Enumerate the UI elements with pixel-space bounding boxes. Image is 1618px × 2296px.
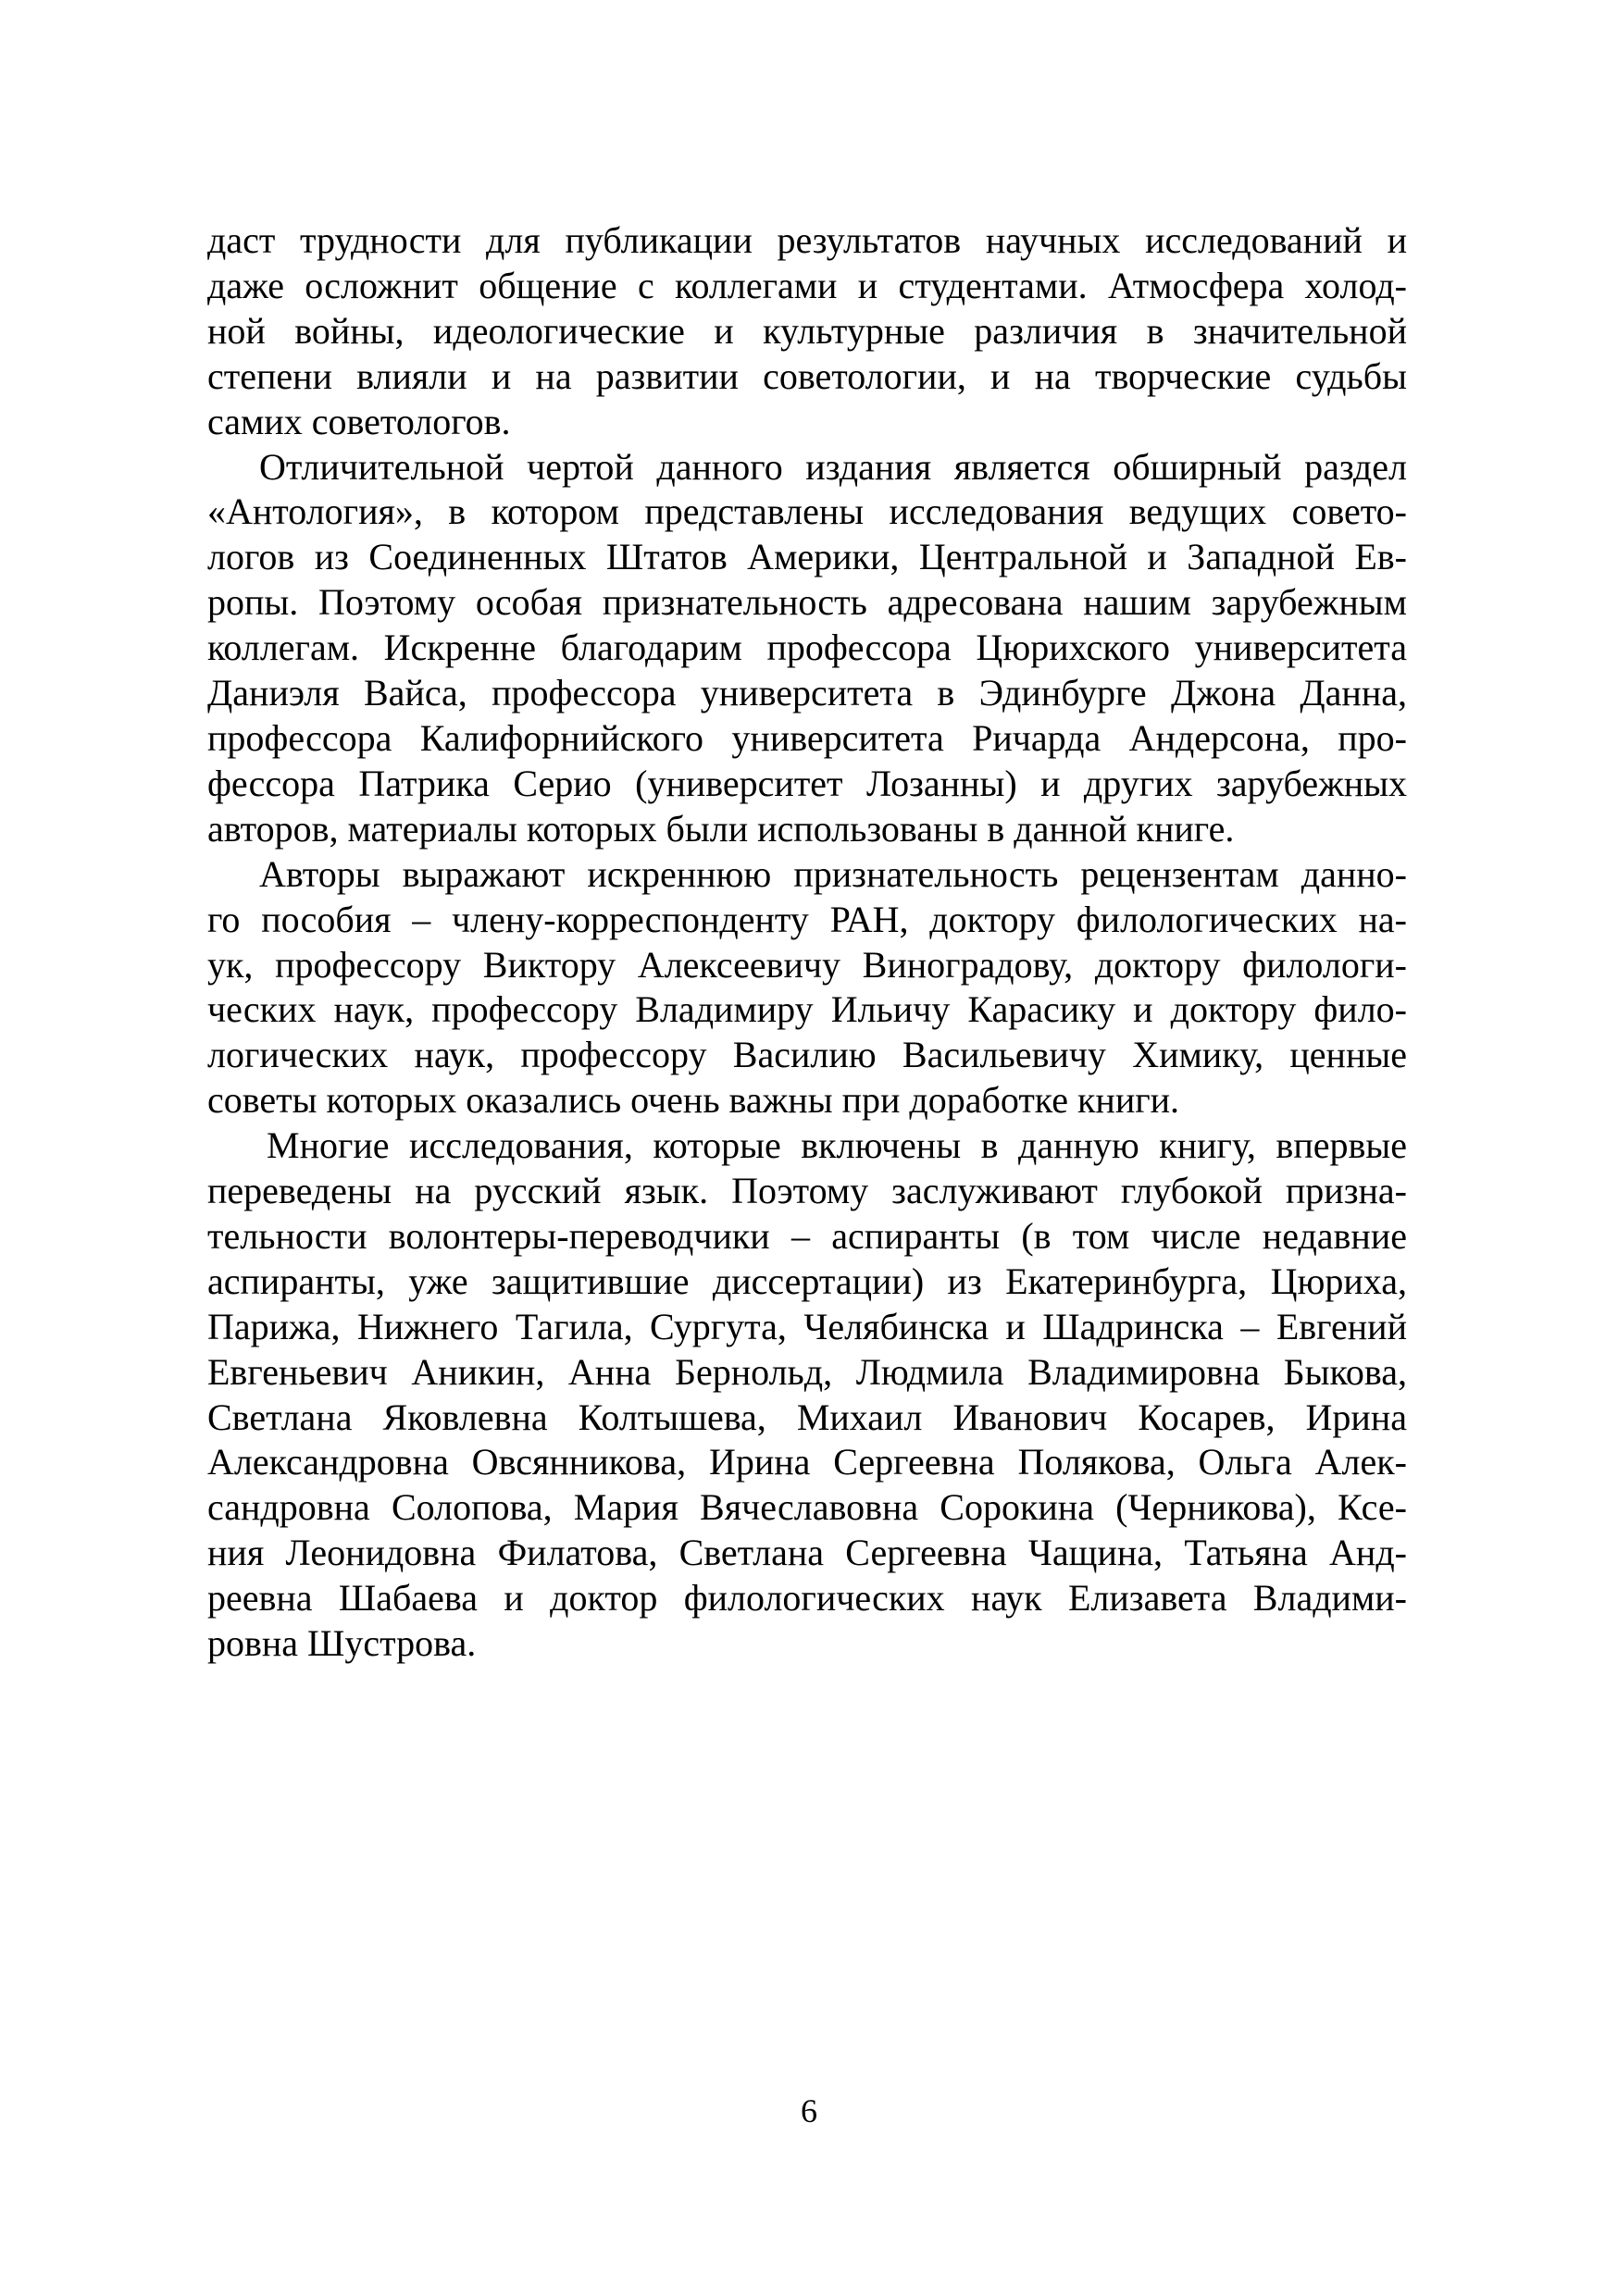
text-line: профессора Калифорнийского университета Ричарда Андерсона, про-	[207, 716, 1407, 759]
text-line: аспиранты, уже защитившие диссертации) из Екатеринбурга, Цюриха,	[207, 1260, 1407, 1302]
text-line: ропы. Поэтому особая признательность адресована нашим зарубежным	[207, 581, 1407, 624]
text-line: ной войны, идеологические и культурные различия в значительной	[207, 309, 1407, 352]
text-line: переведены на русский язык. Поэтому заслуживают глубокой призна-	[207, 1170, 1407, 1212]
text-line: даст трудности для публикации результатов научных исследований и	[207, 219, 1407, 261]
text-line: Даниэля Вайса, профессора университета в Эдинбурге Джона Данна,	[207, 672, 1407, 714]
text-line: самих советологов.	[207, 400, 511, 442]
text-line: коллегам. Искренне благодарим профессора Цюрихского университета	[207, 627, 1407, 669]
text-line: советы которых оказались очень важны при доработке книги.	[207, 1079, 1180, 1122]
text-line: Отличительной чертой данного издания является обширный раздел	[259, 445, 1407, 488]
text-line: ния Леонидовна Филатова, Светлана Сергеевна Чащина, Татьяна Анд-	[207, 1532, 1407, 1574]
text-line: фессора Патрика Серио (университет Лозанны) и других зарубежных	[207, 762, 1407, 804]
text-line: Авторы выражают искреннюю признательность рецензентам данно-	[259, 852, 1407, 895]
text-line: ук, профессору Виктору Алексеевичу Виноградову, доктору филологи-	[207, 943, 1407, 986]
text-line: го пособия – члену-корреспонденту РАН, доктору филологических на-	[207, 898, 1407, 940]
text-line: Парижа, Нижнего Тагила, Сургута, Челябинска и Шадринска – Евгений	[207, 1305, 1407, 1347]
text-line: реевна Шабаева и доктор филологических наук Елизавета Владими-	[207, 1577, 1407, 1620]
page-number: 6	[801, 2092, 817, 2129]
text-line: «Антология», в котором представлены исследования ведущих совето-	[207, 490, 1407, 533]
body-text	[207, 218, 1407, 1667]
paragraph-4	[207, 1123, 1407, 1667]
text-line: Евгеньевич Аникин, Анна Бернольд, Людмила Владимировна Быкова,	[207, 1350, 1407, 1393]
text-line: логов из Соединенных Штатов Америки, Центральной и Западной Ев-	[207, 536, 1407, 578]
text-line: даже осложнит общение с коллегами и студентами. Атмосфера холод-	[207, 264, 1407, 306]
text-line: логических наук, профессору Василию Васильевичу Химику, ценные	[207, 1034, 1407, 1076]
text-line: Светлана Яковлевна Колтышева, Михаил Иванович Косарев, Ирина	[207, 1396, 1407, 1438]
text-line: авторов, материалы которых были использованы в данной книге.	[207, 807, 1235, 850]
text-line: тельности волонтеры-переводчики – аспиранты (в том числе недавние	[207, 1214, 1407, 1257]
text-line: степени влияли и на развитии советологии, и на творческие судьбы	[207, 354, 1407, 397]
text-line: Александровна Овсянникова, Ирина Сергеевна Полякова, Ольга Алек-	[207, 1441, 1407, 1483]
text-line: ровна Шустрова.	[207, 1622, 477, 1665]
paragraph-3	[207, 852, 1407, 1123]
paragraph-2	[207, 445, 1407, 852]
paragraph-1	[207, 218, 1407, 445]
text-line: сандровна Солопова, Мария Вячеславовна Сорокина (Черникова), Ксе-	[207, 1486, 1407, 1529]
text-line: ческих наук, профессору Владимиру Ильичу Карасику и доктору фило-	[207, 988, 1407, 1031]
text-line: Многие исследования, которые включены в данную книгу, впервые	[267, 1124, 1407, 1167]
